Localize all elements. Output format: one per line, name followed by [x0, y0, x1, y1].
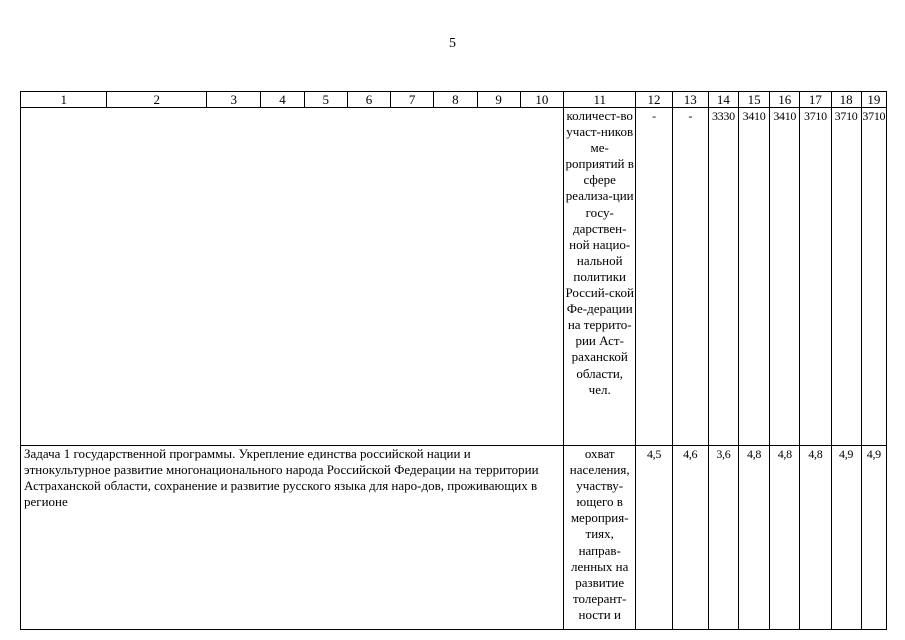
column-number: 3 — [207, 92, 261, 108]
column-number: 9 — [477, 92, 520, 108]
value-cell: 3710 — [800, 108, 831, 446]
column-number: 16 — [770, 92, 800, 108]
task-cell: Задача 1 государственной программы. Укрепление единства российской нации и этнокультурное развитие многонационального народа Российской Федерации на территории Астраханской области, сохранение и развитие русского языка для наро-дов, проживающих в регионе — [21, 446, 564, 630]
indicator-cell: охват населения, участву-ющего в мероприя-тиях, направ-ленных на развитие толерант-ности и — [564, 446, 636, 630]
value-cell: 4,8 — [800, 446, 831, 630]
value-cell: 4,9 — [861, 446, 886, 630]
value-cell: 3,6 — [708, 446, 738, 630]
value-cell: - — [636, 108, 672, 446]
value-cell: - — [672, 108, 708, 446]
page-number: 5 — [449, 36, 456, 51]
column-number: 11 — [564, 92, 636, 108]
column-number: 13 — [672, 92, 708, 108]
column-number: 8 — [434, 92, 477, 108]
value-cell: 4,5 — [636, 446, 672, 630]
value-cell: 4,8 — [770, 446, 800, 630]
value-cell: 4,9 — [831, 446, 861, 630]
column-number: 12 — [636, 92, 672, 108]
column-number: 18 — [831, 92, 861, 108]
column-number: 6 — [347, 92, 390, 108]
column-number: 19 — [861, 92, 886, 108]
column-number-row — [21, 92, 887, 108]
value-cell: 3710 — [831, 108, 861, 446]
value-cell: 4,8 — [738, 446, 769, 630]
column-number: 2 — [107, 92, 207, 108]
value-cell: 3410 — [738, 108, 769, 446]
column-number: 17 — [800, 92, 831, 108]
value-cell: 3710 — [861, 108, 886, 446]
value-cell: 3330 — [708, 108, 738, 446]
table-row — [21, 446, 887, 630]
column-number: 5 — [304, 92, 347, 108]
column-number: 15 — [738, 92, 769, 108]
column-number: 7 — [391, 92, 434, 108]
task-cell — [21, 108, 564, 446]
indicator-cell: количест-во участ-ников ме-роприятий в сфере реализа-ции госу-дарствен-ной нацио-нальной политики Россий-ской Фе-дерации на террито-рии Аст-раханской области, чел. — [564, 108, 636, 446]
column-number: 10 — [520, 92, 563, 108]
column-number: 4 — [261, 92, 304, 108]
table-row — [21, 108, 887, 446]
value-cell: 3410 — [770, 108, 800, 446]
indicators-table — [20, 91, 887, 630]
value-cell: 4,6 — [672, 446, 708, 630]
column-number: 14 — [708, 92, 738, 108]
column-number: 1 — [21, 92, 107, 108]
